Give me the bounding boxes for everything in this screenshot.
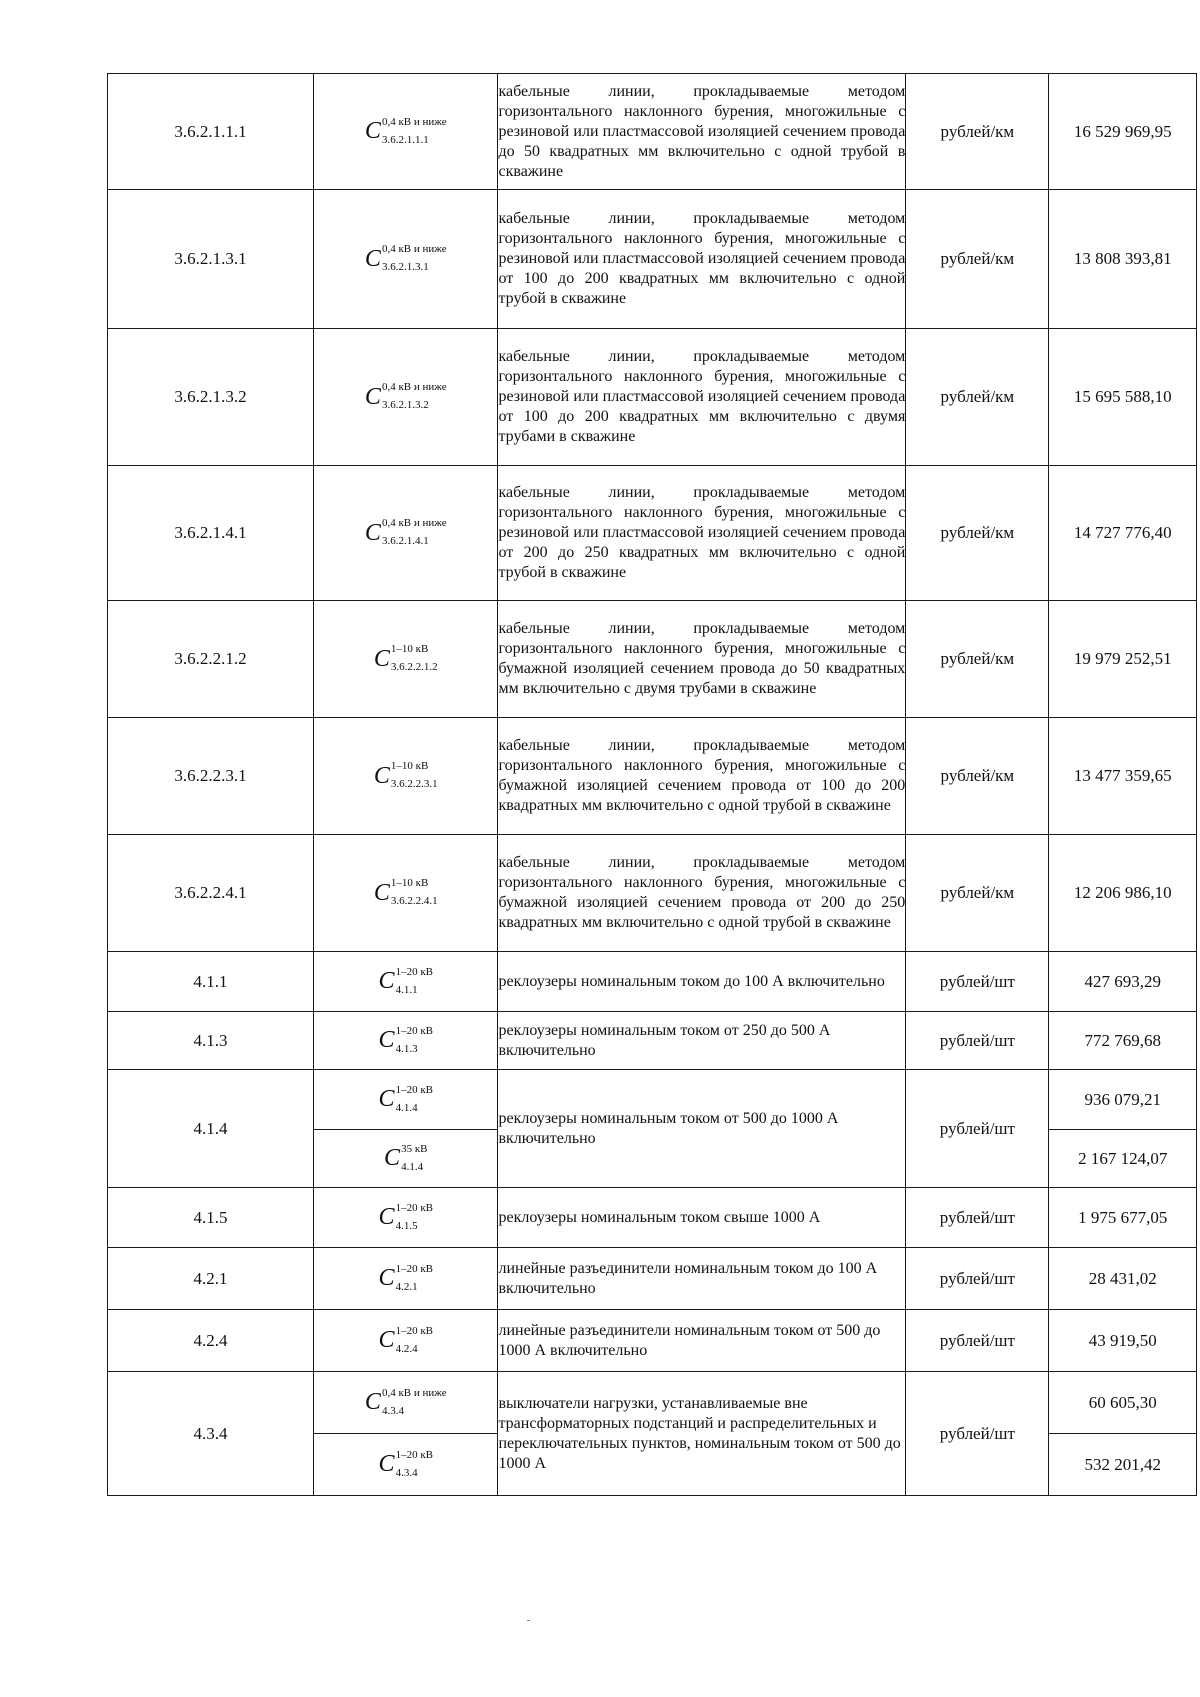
unit-label: рублей/км — [906, 835, 1049, 952]
price-value: 13 808 393,81 — [1049, 190, 1197, 329]
item-code: 4.1.1 — [108, 952, 314, 1012]
item-description: линейные разъединители номинальным током от 500 до 1000 А включительно — [498, 1310, 906, 1372]
item-description: кабельные линии, прокладываемые методом горизонтального наклонного бурения, многожильные с бумажной изоляцией сечением провода до 50 квадратных мм включительно с двумя трубами в скважине — [498, 601, 906, 718]
price-value: 12 206 986,10 — [1049, 835, 1197, 952]
item-description: реклоузеры номинальным током до 100 А включительно — [498, 952, 906, 1012]
rate-symbol: C 1–10 кВ 3.6.2.2.1.2 — [314, 601, 498, 718]
table-row — [108, 1248, 1197, 1310]
item-description: кабельные линии, прокладываемые методом горизонтального наклонного бурения, многожильные с резиновой или пластмассовой изоляцией сечением провода до 50 квадратных мм включительно с одной трубой в скважине — [498, 74, 906, 190]
rate-symbol: C 1–20 кВ 4.2.1 — [314, 1248, 498, 1310]
item-code: 3.6.2.2.4.1 — [108, 835, 314, 952]
rate-symbol: C 1–20 кВ 4.1.5 — [314, 1188, 498, 1248]
price-value: 14 727 776,40 — [1049, 466, 1197, 601]
table-row — [108, 835, 1197, 952]
rate-symbol: C 1–10 кВ 3.6.2.2.3.1 — [314, 718, 498, 835]
price-value: 2 167 124,07 — [1049, 1130, 1197, 1188]
rate-symbol: C 0,4 кВ и ниже 3.6.2.1.3.1 — [314, 190, 498, 329]
item-description: кабельные линии, прокладываемые методом горизонтального наклонного бурения, многожильные с бумажной изоляцией сечением провода от 200 до 250 квадратных мм включительно с одной трубой в скважине — [498, 835, 906, 952]
price-value: 427 693,29 — [1049, 952, 1197, 1012]
unit-label: рублей/шт — [906, 1188, 1049, 1248]
item-code: 3.6.2.1.3.1 — [108, 190, 314, 329]
item-code: 3.6.2.1.1.1 — [108, 74, 314, 190]
rates-table — [107, 73, 1197, 1496]
price-value: 772 769,68 — [1049, 1012, 1197, 1070]
item-code: 3.6.2.1.4.1 — [108, 466, 314, 601]
rate-symbol: C 0,4 кВ и ниже 3.6.2.1.3.2 — [314, 329, 498, 466]
unit-label: рублей/шт — [906, 1012, 1049, 1070]
item-description: линейные разъединители номинальным током до 100 А включительно — [498, 1248, 906, 1310]
unit-label: рублей/шт — [906, 952, 1049, 1012]
price-value: 15 695 588,10 — [1049, 329, 1197, 466]
table-row — [108, 190, 1197, 329]
unit-label: рублей/шт — [906, 1372, 1049, 1496]
unit-label: рублей/шт — [906, 1310, 1049, 1372]
price-value: 936 079,21 — [1049, 1070, 1197, 1130]
item-description: реклоузеры номинальным током от 250 до 500 А включительно — [498, 1012, 906, 1070]
item-code: 4.2.4 — [108, 1310, 314, 1372]
item-code: 3.6.2.2.3.1 — [108, 718, 314, 835]
unit-label: рублей/км — [906, 190, 1049, 329]
price-value: 43 919,50 — [1049, 1310, 1197, 1372]
unit-label: рублей/шт — [906, 1070, 1049, 1188]
table-row — [108, 1012, 1197, 1070]
unit-label: рублей/км — [906, 466, 1049, 601]
item-description: кабельные линии, прокладываемые методом горизонтального наклонного бурения, многожильные с резиновой или пластмассовой изоляцией сечением провода от 100 до 200 квадратных мм включительно с одной трубой в скважине — [498, 190, 906, 329]
unit-label: рублей/км — [906, 74, 1049, 190]
item-code: 3.6.2.2.1.2 — [108, 601, 314, 718]
table-row — [108, 1310, 1197, 1372]
item-description: кабельные линии, прокладываемые методом горизонтального наклонного бурения, многожильные с бумажной изоляцией сечением провода от 100 до 200 квадратных мм включительно с одной трубой в скважине — [498, 718, 906, 835]
price-value: 60 605,30 — [1049, 1372, 1197, 1434]
rate-symbol: C 1–20 кВ 4.1.3 — [314, 1012, 498, 1070]
price-value: 13 477 359,65 — [1049, 718, 1197, 835]
table-row — [108, 1372, 1197, 1434]
unit-label: рублей/км — [906, 718, 1049, 835]
table-row — [108, 74, 1197, 190]
rate-symbol: C 0,4 кВ и ниже 3.6.2.1.1.1 — [314, 74, 498, 190]
unit-label: рублей/км — [906, 329, 1049, 466]
table-row — [108, 952, 1197, 1012]
rate-symbol: C 1–20 кВ 4.1.1 — [314, 952, 498, 1012]
price-value: 1 975 677,05 — [1049, 1188, 1197, 1248]
table-row — [108, 601, 1197, 718]
scan-speck — [527, 1620, 530, 1621]
unit-label: рублей/км — [906, 601, 1049, 718]
item-description: кабельные линии, прокладываемые методом горизонтального наклонного бурения, многожильные с резиновой или пластмассовой изоляцией сечением провода от 100 до 200 квадратных мм включительно с двумя трубами в скважине — [498, 329, 906, 466]
item-description: реклоузеры номинальным током от 500 до 1000 А включительно — [498, 1070, 906, 1188]
item-code: 3.6.2.1.3.2 — [108, 329, 314, 466]
rate-symbol: C 1–10 кВ 3.6.2.2.4.1 — [314, 835, 498, 952]
item-description: реклоузеры номинальным током свыше 1000 А — [498, 1188, 906, 1248]
rate-symbol: C 1–20 кВ 4.2.4 — [314, 1310, 498, 1372]
item-description: выключатели нагрузки, устанавливаемые вне трансформаторных подстанций и распределительных и переключательных пунктов, номинальным током от 500 до 1000 А — [498, 1372, 906, 1496]
rate-symbol: C 0,4 кВ и ниже 4.3.4 — [314, 1372, 498, 1434]
item-code: 4.3.4 — [108, 1372, 314, 1496]
price-value: 532 201,42 — [1049, 1434, 1197, 1496]
item-code: 4.2.1 — [108, 1248, 314, 1310]
rate-symbol: C 0,4 кВ и ниже 3.6.2.1.4.1 — [314, 466, 498, 601]
table-row — [108, 1188, 1197, 1248]
table-row — [108, 718, 1197, 835]
item-code: 4.1.3 — [108, 1012, 314, 1070]
table-row — [108, 329, 1197, 466]
price-value: 28 431,02 — [1049, 1248, 1197, 1310]
rate-symbol: C 1–20 кВ 4.3.4 — [314, 1434, 498, 1496]
price-value: 19 979 252,51 — [1049, 601, 1197, 718]
table-row — [108, 466, 1197, 601]
item-description: кабельные линии, прокладываемые методом горизонтального наклонного бурения, многожильные с резиновой или пластмассовой изоляцией сечением провода от 200 до 250 квадратных мм включительно с одной трубой в скважине — [498, 466, 906, 601]
rate-symbol: C 35 кВ 4.1.4 — [314, 1130, 498, 1188]
unit-label: рублей/шт — [906, 1248, 1049, 1310]
item-code: 4.1.4 — [108, 1070, 314, 1188]
rate-symbol: C 1–20 кВ 4.1.4 — [314, 1070, 498, 1130]
price-value: 16 529 969,95 — [1049, 74, 1197, 190]
item-code: 4.1.5 — [108, 1188, 314, 1248]
table-row — [108, 1070, 1197, 1130]
